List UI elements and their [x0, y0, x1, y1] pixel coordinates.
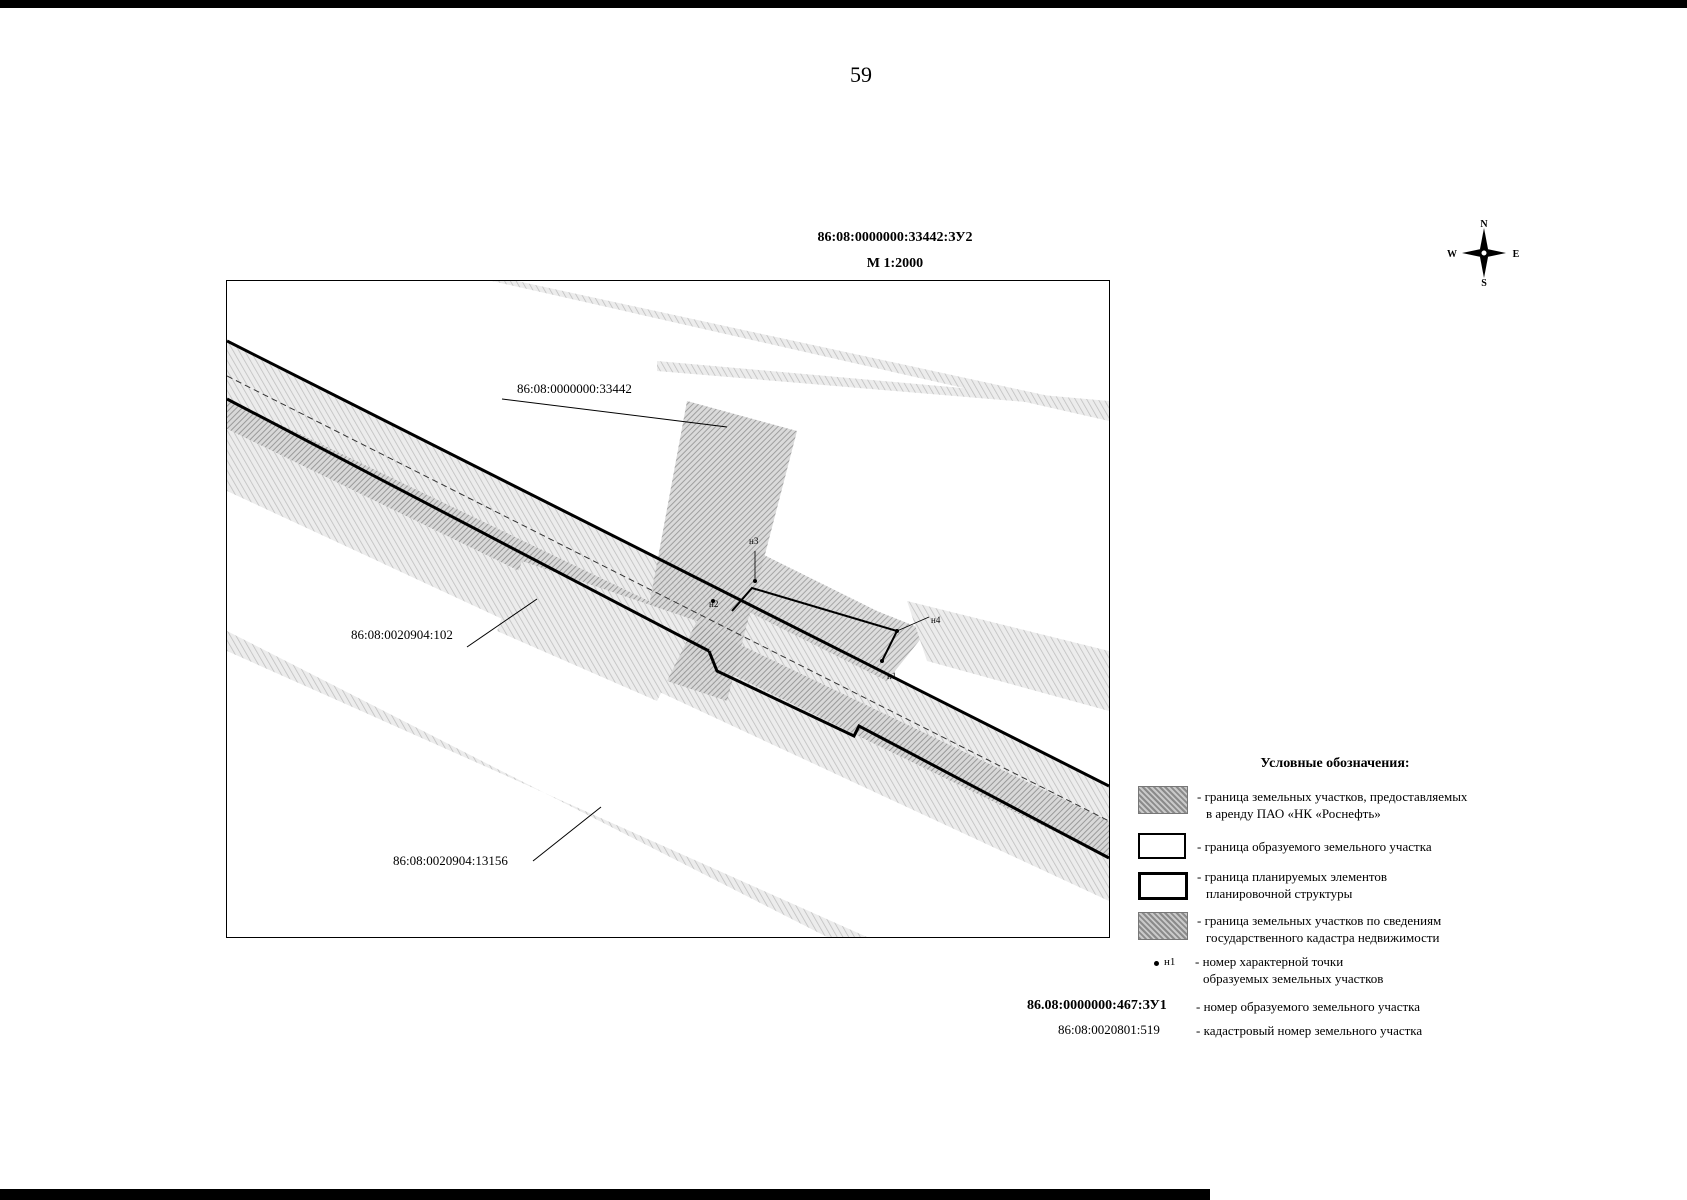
legend-item-point-line2: образуемых земельных участков — [1203, 971, 1384, 986]
label-parcel-13156: 86:08:0020904:13156 — [393, 853, 508, 868]
legend-item-formed-number-line1: - номер образуемого земельного участка — [1196, 999, 1421, 1014]
boundary-line-lower-left — [227, 399, 709, 651]
legend-sample-cadastral-number: 86:08:0020801:519 — [1058, 1022, 1160, 1037]
legend-item-cadastral-number-line1: - кадастровый номер земельного участка — [1196, 1023, 1423, 1038]
legend-sample-point: н1 — [1164, 956, 1176, 968]
legend-item-planned-elements-line1: - граница планируемых элементов — [1197, 869, 1388, 884]
scan-edge-bottom — [0, 1189, 1210, 1200]
legend-item-gkn-line2: государственного кадастра недвижимости — [1206, 930, 1440, 945]
point-n2-label: н2 — [709, 599, 719, 609]
legend-item-point — [1195, 953, 1383, 987]
legend-swatch-gkn — [1138, 912, 1188, 940]
legend-item-formed-boundary-line1: - граница образуемого земельного участка — [1197, 839, 1432, 854]
label-parcel-33442: 86:08:0000000:33442 — [517, 381, 632, 396]
scan-edge-top — [0, 0, 1687, 8]
leader-parcel-13156 — [533, 807, 601, 861]
boundary-line-upper — [227, 341, 1109, 786]
point-n1-dot — [880, 659, 884, 663]
compass-rose-icon — [1446, 220, 1522, 286]
label-parcel-102: 86:08:0020904:102 — [351, 627, 453, 642]
point-n1-label: н1 — [887, 671, 897, 681]
legend-title: Условные обозначения: — [1260, 756, 1410, 771]
page-number: 59 — [850, 62, 872, 87]
legend-item-lease-line1: - граница земельных участков, предоставляемых — [1197, 789, 1468, 804]
legend-item-gkn-line1: - граница земельных участков по сведениям — [1197, 913, 1442, 928]
sheet-title: 86:08:0000000:33442:ЗУ2 — [817, 230, 973, 245]
legend-item-gkn — [1197, 912, 1441, 946]
legend-swatch-planned-elements — [1138, 872, 1188, 900]
point-n3-label: н3 — [749, 536, 759, 546]
compass-north: N — [1480, 220, 1488, 230]
cadastral-map — [227, 281, 1109, 937]
compass-south: S — [1481, 278, 1487, 286]
axis-line — [227, 376, 1109, 821]
legend-item-planned-elements-line2: планировочной структуры — [1206, 886, 1353, 901]
compass-east: E — [1512, 249, 1520, 260]
legend-item-planned-elements — [1197, 868, 1387, 902]
sheet-scale: М 1:2000 — [866, 256, 924, 271]
legend-item-formed-boundary — [1197, 838, 1432, 855]
legend-swatch-lease — [1138, 786, 1188, 814]
legend-item-lease — [1197, 788, 1467, 822]
legend-item-formed-number — [1196, 998, 1420, 1015]
compass-west: W — [1447, 249, 1457, 260]
legend-swatch-formed-boundary — [1138, 833, 1186, 859]
legend-item-point-line1: - номер характерной точки — [1195, 954, 1344, 969]
point-n4-label: н4 — [931, 615, 941, 625]
legend-item-cadastral-number — [1196, 1022, 1422, 1039]
legend-sample-formed-number: 86.08:0000000:467:ЗУ1 — [1027, 998, 1167, 1013]
legend-item-lease-line2: в аренду ПАО «НК «Роснефть» — [1206, 806, 1381, 821]
map-frame — [226, 280, 1110, 938]
legend-swatch-point-dot — [1154, 961, 1159, 966]
